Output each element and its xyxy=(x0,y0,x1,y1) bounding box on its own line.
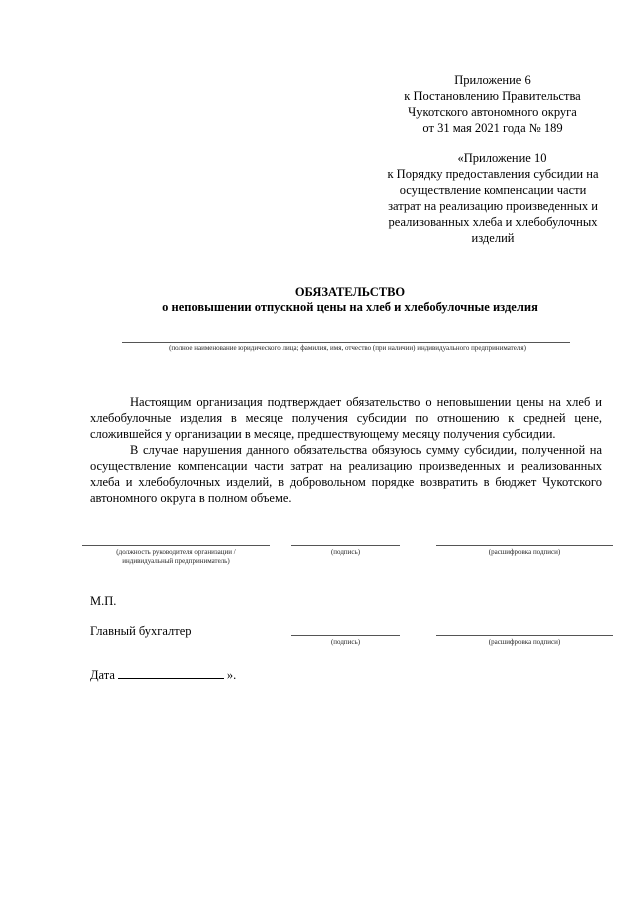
accountant-signature-line xyxy=(291,635,400,636)
appendix-6-header xyxy=(380,72,605,136)
chief-accountant-label: Главный бухгалтер xyxy=(90,624,192,638)
appendix-6-line: Приложение 6 xyxy=(454,73,531,87)
appendix-10-line: затрат на реализацию произведенных и xyxy=(388,199,598,213)
position-caption-line: индивидуальный предприниматель) xyxy=(122,557,230,565)
document-title xyxy=(80,285,620,315)
document-body xyxy=(90,394,602,506)
appendix-10-header xyxy=(378,150,608,246)
date-row xyxy=(90,667,236,683)
entity-name-line xyxy=(122,342,570,343)
appendix-6-line: от 31 мая 2021 года № 189 xyxy=(422,121,563,135)
appendix-10-line: к Порядку предоставления субсидии на xyxy=(387,167,599,181)
appendix-6-line: Чукотского автономного округа xyxy=(408,105,577,119)
title-heading: ОБЯЗАТЕЛЬСТВО xyxy=(294,285,406,299)
appendix-10-line: осуществление компенсации части xyxy=(399,183,587,197)
entity-name-caption: (полное наименование юридического лица; фамилия, имя, отчество (при наличии) индивидуального предпринимателя) xyxy=(169,344,526,352)
position-caption xyxy=(82,548,270,566)
title-subheading: о неповышении отпускной цены на хлеб и хлебобулочные изделия xyxy=(162,300,538,314)
date-label: Дата xyxy=(90,668,115,682)
position-caption-line: (должность руководителя организации / xyxy=(116,548,236,556)
position-signature-line xyxy=(82,545,270,546)
accountant-signature-caption: (подпись) xyxy=(330,638,361,646)
decoding-caption: (расшифровка подписи) xyxy=(488,548,561,556)
appendix-10-line: «Приложение 10 xyxy=(457,151,547,165)
stamp-label: М.П. xyxy=(90,594,117,608)
accountant-decoding-caption: (расшифровка подписи) xyxy=(488,638,561,646)
body-paragraph: В случае нарушения данного обязательства обязуюсь сумму субсидии, полученной на осуществление компенсации части затрат на реализацию произведенных и реализованных хлеба и хлебобулочных изделий, в добровольном порядке возвратить в бюджет Чукотского автономного округа в полном объеме. xyxy=(90,443,602,505)
appendix-6-line: к Постановлению Правительства xyxy=(404,89,581,103)
appendix-10-line: реализованных хлеба и хлебобулочных xyxy=(388,215,598,229)
body-paragraph: Настоящим организация подтверждает обязательство о неповышении цены на хлеб и хлебобулочные изделия в месяце получения субсидии по отношению к средней цене, сложившейся у организации в месяце, предшествующему месяцу получения субсидии. xyxy=(90,395,602,441)
decoding-line xyxy=(436,545,613,546)
date-suffix: ». xyxy=(226,668,237,682)
signature-caption: (подпись) xyxy=(330,548,361,556)
accountant-decoding-line xyxy=(436,635,613,636)
signature-line xyxy=(291,545,400,546)
appendix-10-line: изделий xyxy=(471,231,515,245)
date-blank xyxy=(118,667,224,679)
